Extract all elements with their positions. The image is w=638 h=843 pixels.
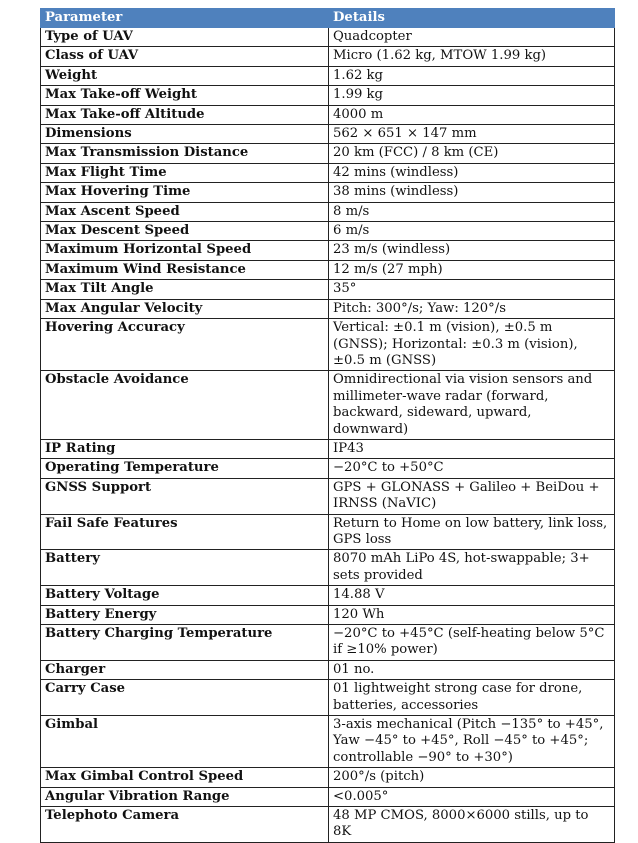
table-row	[41, 241, 615, 260]
parameter-cell: Max Flight Time	[41, 163, 329, 182]
parameter-cell: Max Take-off Altitude	[41, 105, 329, 124]
details-cell: Micro (1.62 kg, MTOW 1.99 kg)	[329, 47, 615, 66]
parameter-cell: Maximum Wind Resistance	[41, 260, 329, 279]
details-cell: 200°/s (pitch)	[329, 768, 615, 787]
details-cell: 01 no.	[329, 660, 615, 679]
details-cell: 1.62 kg	[329, 66, 615, 85]
parameter-cell: Max Hovering Time	[41, 183, 329, 202]
table-row	[41, 625, 615, 661]
parameter-cell: Max Take-off Weight	[41, 86, 329, 105]
parameter-cell: Telephoto Camera	[41, 807, 329, 843]
table-row	[41, 478, 615, 514]
table-row	[41, 105, 615, 124]
details-cell: 14.88 V	[329, 586, 615, 605]
details-cell: −20°C to +50°C	[329, 459, 615, 478]
details-cell: 35°	[329, 280, 615, 299]
parameter-cell: Battery Voltage	[41, 586, 329, 605]
details-cell: <0.005°	[329, 787, 615, 806]
parameter-cell: Gimbal	[41, 716, 329, 768]
table-row	[41, 47, 615, 66]
table-row	[41, 787, 615, 806]
table-row	[41, 807, 615, 843]
table-row	[41, 680, 615, 716]
parameter-cell: Class of UAV	[41, 47, 329, 66]
table-row	[41, 586, 615, 605]
parameter-cell: Operating Temperature	[41, 459, 329, 478]
table-row	[41, 299, 615, 318]
details-cell: 20 km (FCC) / 8 km (CE)	[329, 144, 615, 163]
parameter-cell: Battery Energy	[41, 605, 329, 624]
table-row	[41, 280, 615, 299]
parameter-cell: Type of UAV	[41, 28, 329, 47]
table-row	[41, 514, 615, 550]
details-cell: 8 m/s	[329, 202, 615, 221]
parameter-cell: Dimensions	[41, 125, 329, 144]
table-row	[41, 439, 615, 458]
parameter-cell: Max Tilt Angle	[41, 280, 329, 299]
parameter-cell: Maximum Horizontal Speed	[41, 241, 329, 260]
table-row	[41, 319, 615, 371]
parameter-cell: Max Transmission Distance	[41, 144, 329, 163]
table-row	[41, 459, 615, 478]
details-cell: 3-axis mechanical (Pitch −135° to +45°, Yaw −45° to +45°, Roll −45° to +45°; controllable −90° to +30°)	[329, 716, 615, 768]
details-cell: Omnidirectional via vision sensors and millimeter-wave radar (forward, backward, sideward, upward, downward)	[329, 371, 615, 440]
table-row	[41, 550, 615, 586]
header-row	[41, 9, 615, 28]
details-cell: 4000 m	[329, 105, 615, 124]
details-cell: 42 mins (windless)	[329, 163, 615, 182]
details-cell: 8070 mAh LiPo 4S, hot-swappable; 3+ sets provided	[329, 550, 615, 586]
parameter-cell: Weight	[41, 66, 329, 85]
table-body	[41, 28, 615, 843]
table-row	[41, 144, 615, 163]
table-row	[41, 202, 615, 221]
parameter-cell: Fail Safe Features	[41, 514, 329, 550]
header-details: Details	[329, 9, 615, 28]
table-row	[41, 66, 615, 85]
table-row	[41, 163, 615, 182]
details-cell: 38 mins (windless)	[329, 183, 615, 202]
table-row	[41, 371, 615, 440]
details-cell: 23 m/s (windless)	[329, 241, 615, 260]
table-row	[41, 28, 615, 47]
spec-table	[40, 8, 615, 843]
details-cell: IP43	[329, 439, 615, 458]
parameter-cell: Angular Vibration Range	[41, 787, 329, 806]
parameter-cell: Carry Case	[41, 680, 329, 716]
table-row	[41, 768, 615, 787]
table-row	[41, 125, 615, 144]
details-cell: 562 × 651 × 147 mm	[329, 125, 615, 144]
details-cell: Pitch: 300°/s; Yaw: 120°/s	[329, 299, 615, 318]
table-row	[41, 605, 615, 624]
parameter-cell: Charger	[41, 660, 329, 679]
parameter-cell: IP Rating	[41, 439, 329, 458]
table-row	[41, 260, 615, 279]
parameter-cell: Max Angular Velocity	[41, 299, 329, 318]
table-row	[41, 660, 615, 679]
details-cell: 12 m/s (27 mph)	[329, 260, 615, 279]
table-row	[41, 86, 615, 105]
details-cell: 48 MP CMOS, 8000×6000 stills, up to 8K	[329, 807, 615, 843]
parameter-cell: GNSS Support	[41, 478, 329, 514]
details-cell: 01 lightweight strong case for drone, batteries, accessories	[329, 680, 615, 716]
parameter-cell: Hovering Accuracy	[41, 319, 329, 371]
details-cell: Quadcopter	[329, 28, 615, 47]
parameter-cell: Battery	[41, 550, 329, 586]
details-cell: −20°C to +45°C (self-heating below 5°C if ≥10% power)	[329, 625, 615, 661]
details-cell: 6 m/s	[329, 222, 615, 241]
table-row	[41, 716, 615, 768]
parameter-cell: Battery Charging Temperature	[41, 625, 329, 661]
parameter-cell: Max Ascent Speed	[41, 202, 329, 221]
details-cell: 1.99 kg	[329, 86, 615, 105]
header-parameter: Parameter	[41, 9, 329, 28]
table-header	[41, 9, 615, 28]
parameter-cell: Max Descent Speed	[41, 222, 329, 241]
table-row	[41, 183, 615, 202]
table-row	[41, 222, 615, 241]
details-cell: GPS + GLONASS + Galileo + BeiDou + IRNSS (NaVIC)	[329, 478, 615, 514]
details-cell: Return to Home on low battery, link loss, GPS loss	[329, 514, 615, 550]
details-cell: 120 Wh	[329, 605, 615, 624]
details-cell: Vertical: ±0.1 m (vision), ±0.5 m (GNSS); Horizontal: ±0.3 m (vision), ±0.5 m (GNSS)	[329, 319, 615, 371]
parameter-cell: Max Gimbal Control Speed	[41, 768, 329, 787]
parameter-cell: Obstacle Avoidance	[41, 371, 329, 440]
